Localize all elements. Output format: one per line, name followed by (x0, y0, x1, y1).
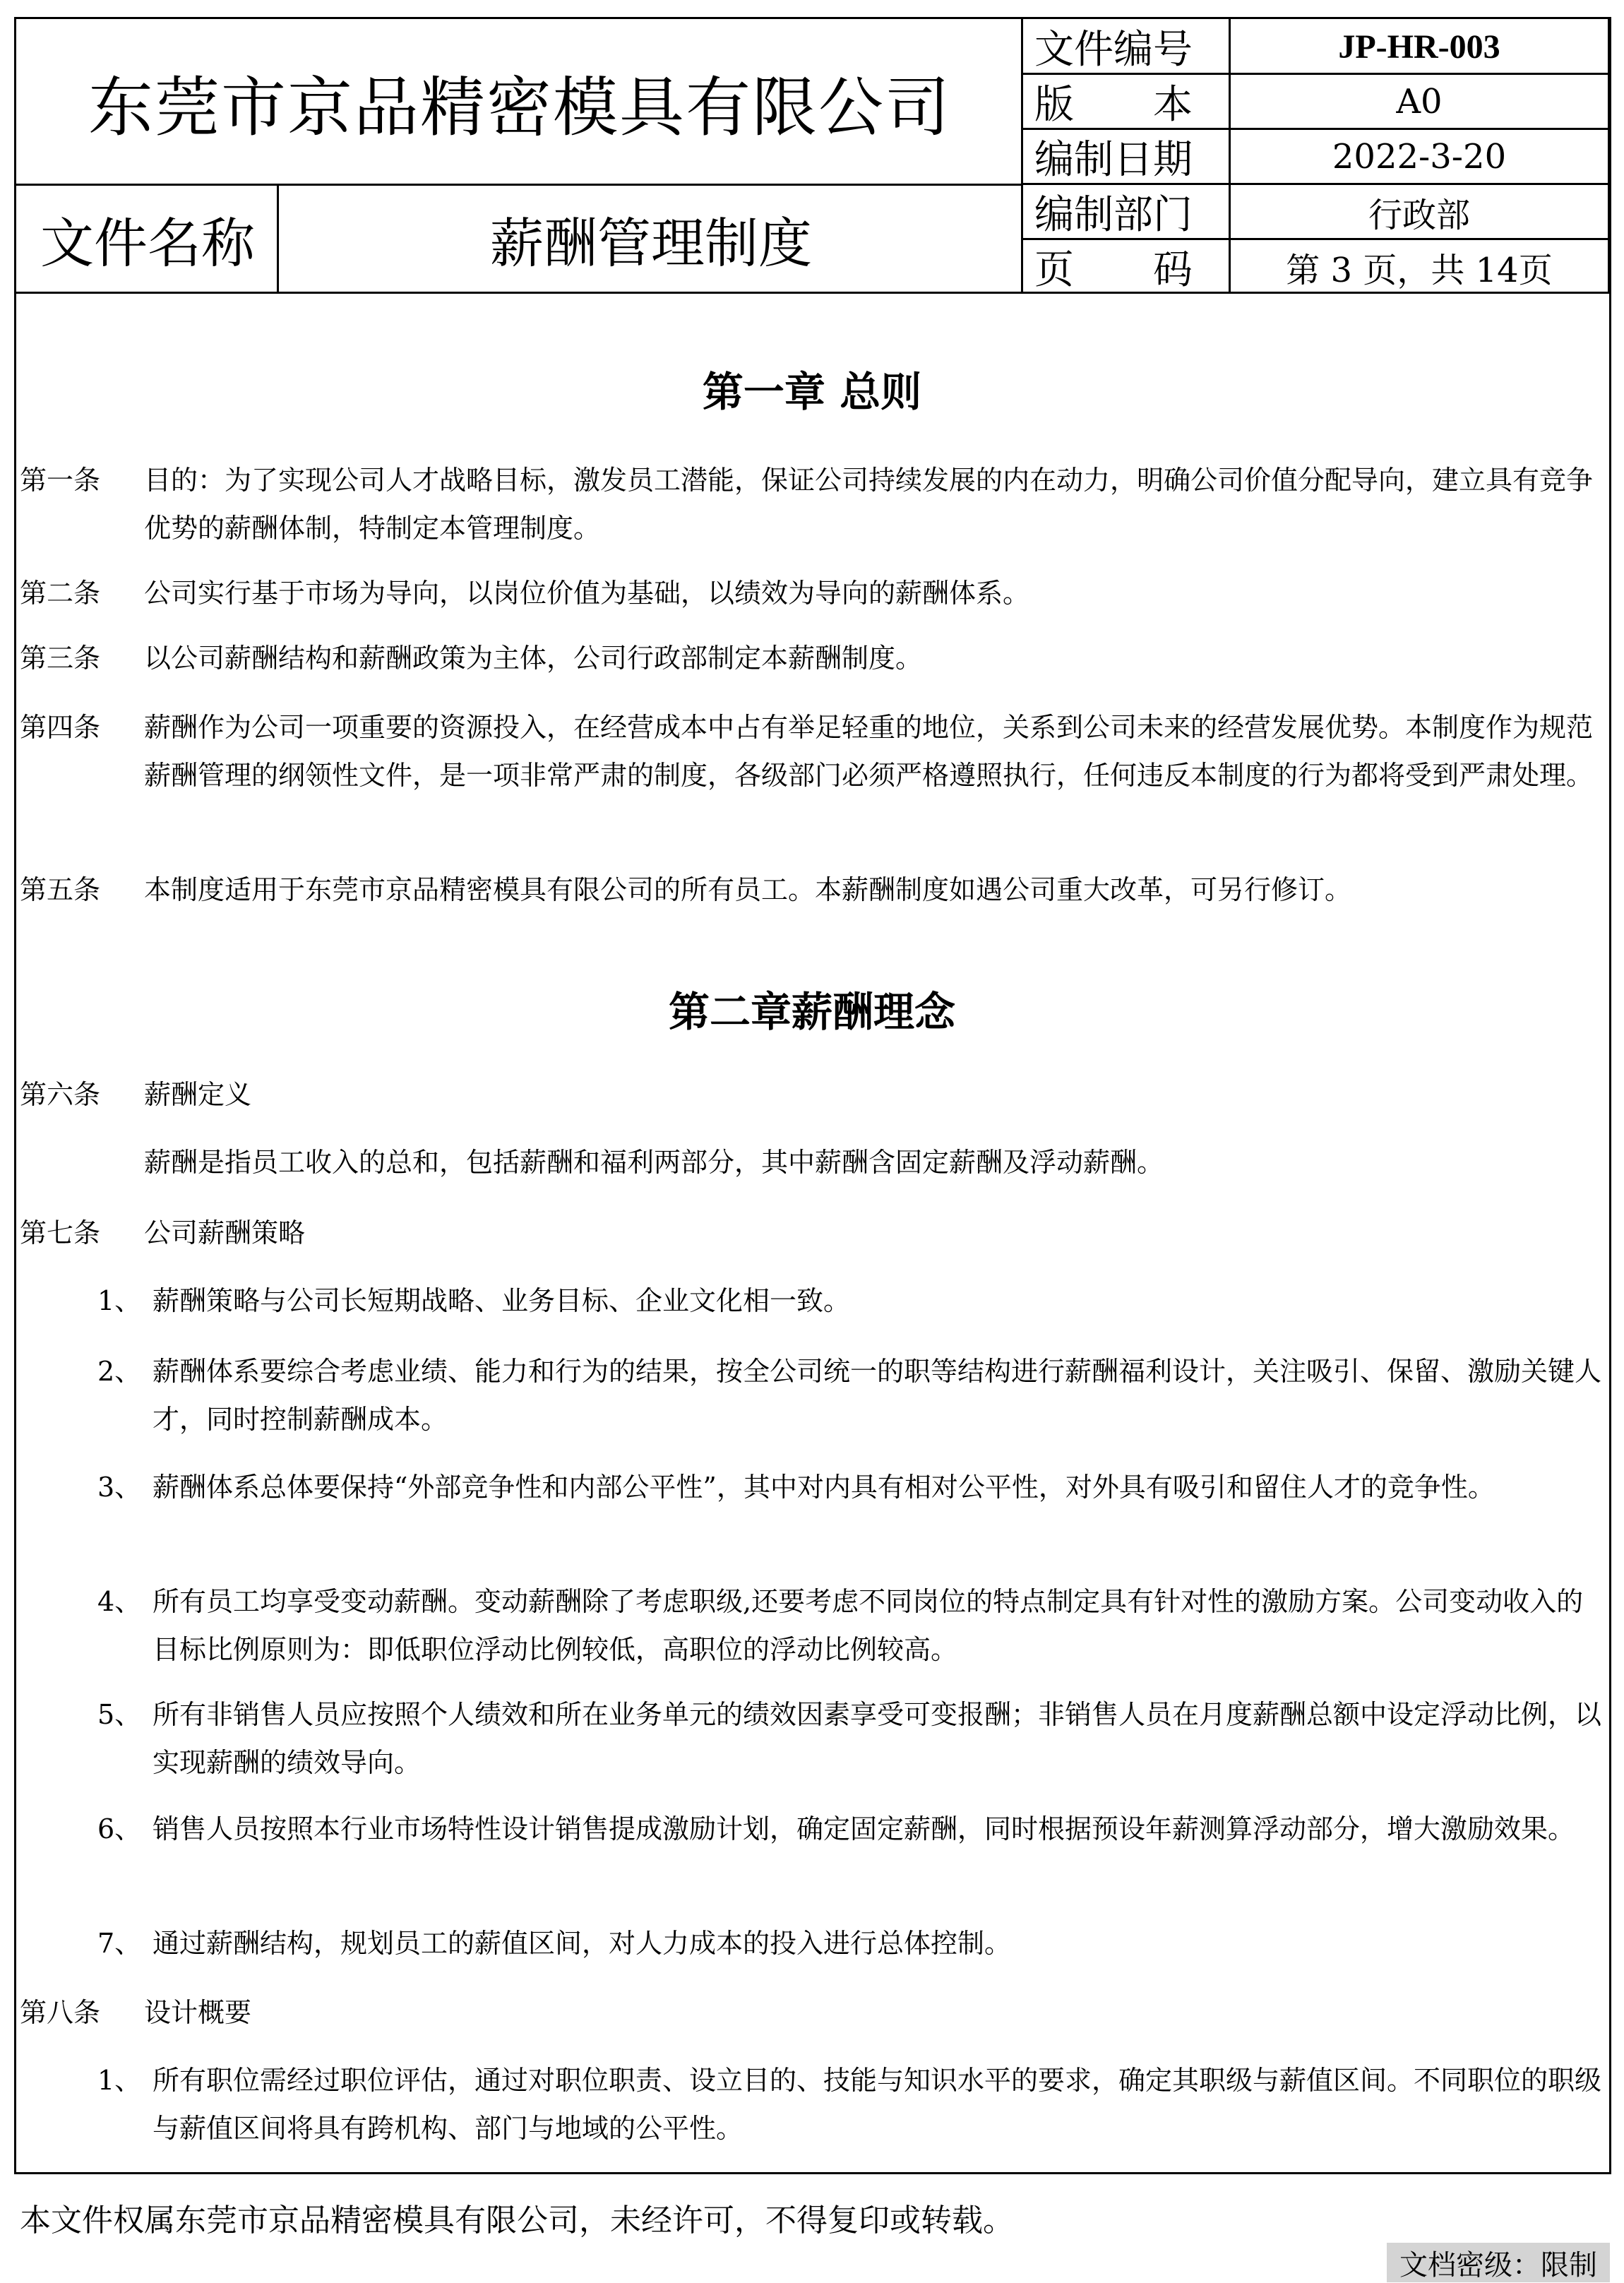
list-item-text: 所有职位需经过职位评估，通过对职位职责、设立目的、技能与知识水平的要求，确定其职级与薪值区间。不同职位的职级与薪值区间将具有跨机构、部门与地域的公平性。 (153, 2065, 1602, 2144)
list-item-number: 1、 (97, 2065, 142, 2096)
article-number: 第三条 (20, 643, 101, 674)
article-number: 第七条 (20, 1217, 101, 1248)
version-label: 版 本 (1034, 82, 1193, 128)
list-item (97, 1805, 1604, 1853)
copyright-notice: 本文件权属东莞市京品精密模具有限公司，未经许可，不得复印或转载。 (20, 2202, 1014, 2239)
list-item-text: 通过薪酬结构，规划员工的薪值区间，对人力成本的投入进行总体控制。 (153, 1928, 1012, 1959)
department-label: 编制部门 (1034, 192, 1193, 238)
list-item-number: 6、 (97, 1813, 142, 1844)
page-label: 页 码 (1034, 247, 1193, 293)
article-2 (20, 569, 1604, 617)
article-text: 设计概要 (144, 1997, 252, 2028)
article-text: 本制度适用于东莞市京品精密模具有限公司的所有员工。本薪酬制度如遇公司重大改革，可另行修订。 (144, 874, 1352, 905)
list-item-number: 2、 (97, 1356, 142, 1387)
article-6 (20, 1071, 1604, 1119)
date-value: 2022-3-20 (1332, 137, 1507, 177)
date-label: 编制日期 (1034, 137, 1193, 183)
article-text: 目的：为了实现公司人才战略目标，激发员工潜能，保证公司持续发展的内在动力，明确公司价值分配导向，建立具有竞争优势的薪酬体制，特制定本管理制度。 (144, 465, 1594, 544)
list-item (97, 2056, 1604, 2152)
article-3 (20, 634, 1604, 682)
list-item (97, 1277, 1604, 1325)
list-item-number: 7、 (97, 1928, 142, 1959)
list-item (97, 1463, 1604, 1511)
list-item (97, 1919, 1604, 1967)
article-text: 以公司薪酬结构和薪酬政策为主体，公司行政部制定本薪酬制度。 (144, 643, 923, 674)
list-item (97, 1578, 1604, 1674)
chapter-2-title: 第二章薪酬理念 (668, 988, 955, 1036)
article-5 (20, 866, 1604, 914)
list-item-text: 所有员工均享受变动薪酬。变动薪酬除了考虑职级,还要考虑不同岗位的特点制定具有针对性的激励方案。公司变动收入的目标比例原则为：即低职位浮动比例较低，高职位的浮动比例较高。 (153, 1586, 1584, 1665)
article-number: 第八条 (20, 1997, 101, 2028)
list-item (97, 1347, 1604, 1443)
article-text: 薪酬定义 (144, 1079, 252, 1110)
document-header-table (14, 17, 1610, 294)
department-value: 行政部 (1368, 195, 1470, 235)
file-name-label: 文件名称 (40, 211, 255, 275)
article-number: 第六条 (20, 1079, 101, 1110)
article-text: 公司薪酬策略 (144, 1217, 306, 1248)
article-number: 第一条 (20, 465, 101, 496)
article-1 (20, 456, 1604, 552)
list-item-text: 薪酬策略与公司长短期战略、业务目标、企业文化相一致。 (153, 1285, 851, 1316)
version-value: A0 (1396, 82, 1443, 121)
article-number: 第五条 (20, 874, 101, 905)
list-item-text: 薪酬体系总体要保持“外部竞争性和内部公平性”，其中对内具有相对公平性，对外具有吸引和留住人才的竞争性。 (153, 1472, 1495, 1503)
page-value: 第 3 页，共 14页 (1286, 250, 1553, 290)
list-item-number: 3、 (97, 1472, 142, 1503)
list-item-text: 所有非销售人员应按照个人绩效和所在业务单元的绩效因素享受可变报酬；非销售人员在月度薪酬总额中设定浮动比例，以实现薪酬的绩效导向。 (153, 1699, 1602, 1778)
article-4 (20, 703, 1604, 799)
list-item-number: 5、 (97, 1699, 142, 1730)
company-name: 东莞市京品精密模具有限公司 (88, 70, 951, 145)
article-text: 薪酬作为公司一项重要的资源投入，在经营成本中占有举足轻重的地位，关系到公司未来的经营发展优势。本制度作为规范薪酬管理的纲领性文件，是一项非常严肃的制度，各级部门必须严格遵照执行，任何违反本制度的行为都将受到严肃处理。 (144, 712, 1594, 791)
classification-badge: 文档密级：限制 (1387, 2243, 1610, 2282)
doc-number-label: 文件编号 (1034, 27, 1193, 73)
list-item (97, 1691, 1604, 1787)
article-7 (20, 1209, 1604, 1257)
list-item-text: 销售人员按照本行业市场特性设计销售提成激励计划，确定固定薪酬，同时根据预设年薪测算浮动部分，增大激励效果。 (153, 1813, 1575, 1844)
article-text: 公司实行基于市场为导向，以岗位价值为基础，以绩效为导向的薪酬体系。 (144, 578, 1030, 609)
list-item-number: 4、 (97, 1586, 142, 1617)
list-item-number: 1、 (97, 1285, 142, 1316)
list-item-text: 薪酬体系要综合考虑业绩、能力和行为的结果，按全公司统一的职等结构进行薪酬福利设计，关注吸引、保留、激励关键人才，同时控制薪酬成本。 (153, 1356, 1602, 1435)
article-number: 第二条 (20, 578, 101, 609)
chapter-1-title: 第一章 总则 (702, 368, 922, 416)
article-8 (20, 1989, 1604, 2037)
file-name: 薪酬管理制度 (490, 211, 812, 275)
article-6-paragraph: 薪酬是指员工收入的总和，包括薪酬和福利两部分，其中薪酬含固定薪酬及浮动薪酬。 (144, 1147, 1164, 1178)
footer-divider (14, 2172, 1611, 2174)
article-number: 第四条 (20, 712, 101, 743)
doc-number-value: JP-HR-003 (1338, 28, 1500, 66)
